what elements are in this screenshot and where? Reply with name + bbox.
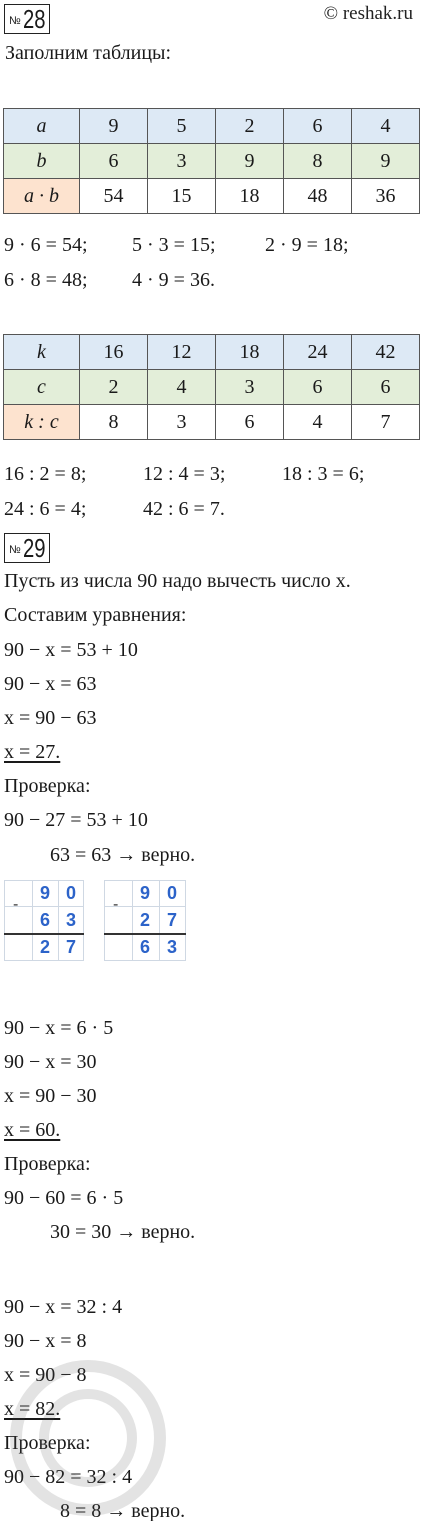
table-cell: 7 [352, 405, 420, 440]
table-cell: 6 [216, 405, 284, 440]
equation-line: 90 − x = 6 · 5 [4, 1017, 114, 1039]
table-row-b [4, 144, 420, 179]
equation-answer: x = 60. [4, 1119, 61, 1141]
check-label: Проверка: [4, 1153, 91, 1175]
table-row-k [4, 335, 420, 370]
check-result: 30 = 30 → верно. [50, 1221, 196, 1243]
equation-line: 90 − x = 63 [4, 673, 97, 695]
calc-line: 9 · 6 = 54; [4, 234, 88, 256]
table-cell: 3 [148, 144, 216, 179]
check-result: 8 = 8 → верно. [60, 1500, 186, 1521]
minus-sign: - [113, 896, 119, 913]
task-29-intro: Пусть из числа 90 надо вычесть число x. [4, 570, 351, 592]
number-sign: № [9, 15, 21, 27]
equation-line: 90 − x = 53 + 10 [4, 639, 138, 661]
minus-sign: - [13, 896, 19, 913]
calc-line: 5 · 3 = 15; [132, 234, 216, 256]
digit: 6 [39, 909, 50, 930]
task-28-badge [4, 4, 50, 34]
number-sign: № [9, 544, 21, 556]
table-cell: 9 [352, 144, 420, 179]
equation-line: 90 − x = 30 [4, 1051, 97, 1073]
calc-line: 12 : 4 = 3; [143, 463, 226, 485]
row-label: k [4, 335, 80, 370]
site-credit: © reshak.ru [323, 3, 413, 24]
equation-line: x = 90 − 63 [4, 707, 97, 729]
table-cell: 8 [284, 144, 352, 179]
table-cell: 5 [148, 109, 216, 144]
check-line: 90 − 60 = 6 · 5 [4, 1187, 124, 1209]
digit: 3 [65, 909, 76, 930]
table-cell: 36 [352, 179, 420, 214]
table-cell: 54 [80, 179, 148, 214]
digit: 2 [139, 909, 150, 930]
equation-line: x = 90 − 30 [4, 1085, 97, 1107]
row-label: a · b [4, 179, 80, 214]
table-cell: 6 [80, 144, 148, 179]
watermark-logo [8, 1358, 168, 1518]
table-cell: 48 [284, 179, 352, 214]
check-result: 63 = 63 → верно. [50, 844, 196, 866]
task-29-subintro: Составим уравнения: [4, 604, 187, 626]
table-cell: 6 [284, 109, 352, 144]
calc-line: 6 · 8 = 48; [4, 269, 88, 291]
task-28-intro: Заполним таблицы: [5, 42, 172, 64]
table-cell: 4 [148, 370, 216, 405]
table-cell: 12 [148, 335, 216, 370]
digit: 7 [65, 936, 76, 957]
column-subtraction [4, 880, 84, 962]
table-cell: 2 [216, 109, 284, 144]
table-row-quotient [4, 405, 420, 440]
table-cell: 8 [80, 405, 148, 440]
calc-line: 16 : 2 = 8; [4, 463, 87, 485]
table-cell: 6 [284, 370, 352, 405]
equation-answer: x = 27. [4, 741, 61, 763]
table-cell: 6 [352, 370, 420, 405]
table-cell: 24 [284, 335, 352, 370]
table-cell: 16 [80, 335, 148, 370]
calc-line: 18 : 3 = 6; [282, 463, 365, 485]
table-row-c [4, 370, 420, 405]
equation-line: x = 90 − 8 [4, 1364, 87, 1386]
calc-line: 2 · 9 = 18; [265, 234, 349, 256]
check-label: Проверка: [4, 1432, 91, 1454]
table-cell: 18 [216, 335, 284, 370]
table-cell: 15 [148, 179, 216, 214]
equation-line: 90 − x = 32 : 4 [4, 1296, 123, 1318]
task-number: 28 [22, 4, 46, 34]
table-cell: 9 [80, 109, 148, 144]
table-cell: 18 [216, 179, 284, 214]
table-row-a [4, 109, 420, 144]
table-cell: 42 [352, 335, 420, 370]
digit: 6 [139, 936, 150, 957]
row-label: k : c [4, 405, 80, 440]
digit: 9 [139, 882, 150, 903]
check-label: Проверка: [4, 775, 91, 797]
digit: 7 [166, 909, 177, 930]
equation-answer: x = 82. [4, 1398, 61, 1420]
row-label: c [4, 370, 80, 405]
task-29-badge [4, 533, 50, 563]
table-cell: 2 [80, 370, 148, 405]
row-label: b [4, 144, 80, 179]
digit: 9 [39, 882, 50, 903]
equation-line: 90 − x = 8 [4, 1330, 87, 1352]
table-cell: 4 [352, 109, 420, 144]
check-line: 90 − 27 = 53 + 10 [4, 809, 148, 831]
table-row-product [4, 179, 420, 214]
table-cell: 3 [148, 405, 216, 440]
table-cell: 4 [284, 405, 352, 440]
calc-line: 24 : 6 = 4; [4, 498, 87, 520]
table-cell: 9 [216, 144, 284, 179]
table-cell: 3 [216, 370, 284, 405]
product-table [3, 108, 420, 214]
digit: 2 [39, 936, 50, 957]
digit: 0 [166, 882, 177, 903]
check-line: 90 − 82 = 32 : 4 [4, 1466, 133, 1488]
quotient-table [3, 334, 420, 440]
column-subtraction [104, 880, 186, 962]
digit: 3 [166, 936, 177, 957]
digit: 0 [65, 882, 76, 903]
calc-line: 42 : 6 = 7. [143, 498, 225, 520]
task-number: 29 [22, 533, 46, 563]
calc-line: 4 · 9 = 36. [132, 269, 215, 291]
row-label: a [4, 109, 80, 144]
